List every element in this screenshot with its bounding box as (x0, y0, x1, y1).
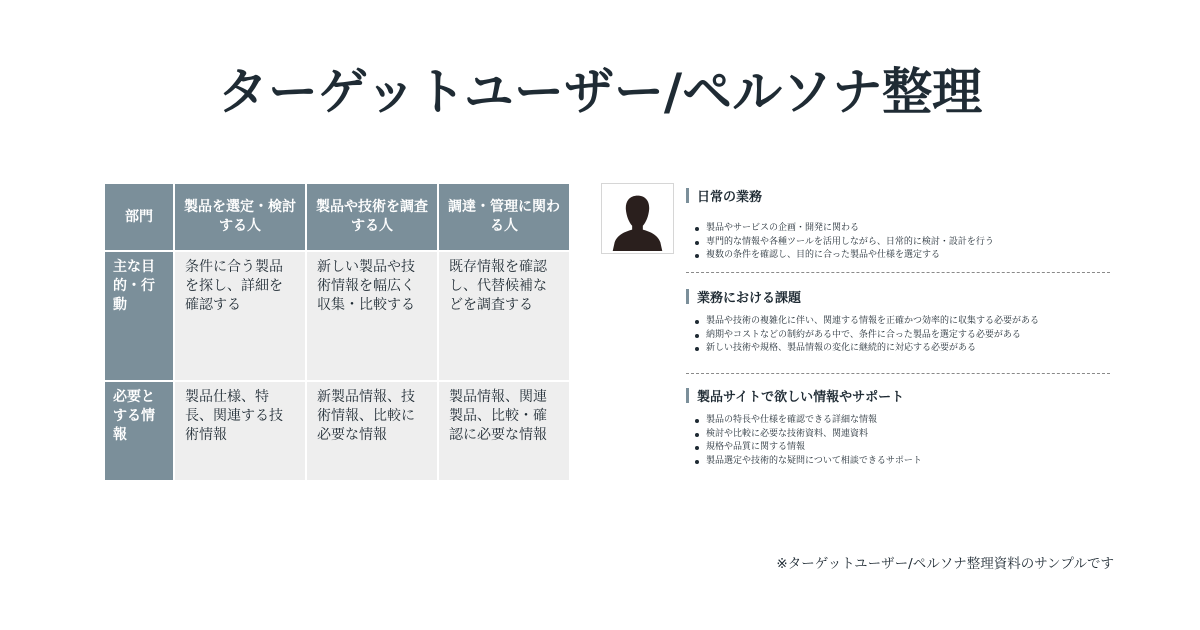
list-item: 検討や比較に必要な技術資料、関連資料 (694, 428, 1110, 442)
header-department: 部門 (104, 183, 174, 251)
header-selector-persona: 製品を選定・検討する人 (174, 183, 306, 251)
table-cell: 条件に合う製品を探し、詳細を確認する (174, 251, 306, 381)
table-row (104, 381, 570, 481)
desired-support-section (686, 386, 1110, 468)
section-heading-text: 業務における課題 (697, 290, 802, 306)
daily-work-section (686, 186, 1110, 263)
row-label-goals: 主な目的・行動 (104, 251, 174, 381)
table-cell: 製品仕様、特長、関連する技術情報 (174, 381, 306, 481)
table-cell: 新しい製品や技術情報を幅広く収集・比較する (306, 251, 438, 381)
list-item: 製品選定や技術的な疑問について相談できるサポート (694, 455, 1110, 469)
row-label-needs: 必要とする情報 (104, 381, 174, 481)
bullet-list (686, 222, 1110, 263)
list-item: 規格や品質に関する情報 (694, 441, 1110, 455)
section-heading-text: 製品サイトで欲しい情報やサポート (697, 389, 905, 405)
dashed-divider (686, 373, 1110, 374)
table-header-row (104, 183, 570, 251)
header-procurement-persona: 調達・管理に関わる人 (438, 183, 570, 251)
heading-accent-bar (686, 388, 689, 403)
table-row (104, 251, 570, 381)
header-researcher-persona: 製品や技術を調査する人 (306, 183, 438, 251)
section-heading (686, 386, 1110, 404)
work-issues-section (686, 287, 1110, 356)
list-item: 製品の特長や仕様を確認できる詳細な情報 (694, 414, 1110, 428)
list-item: 新しい技術や規格、製品情報の変化に継続的に対応する必要がある (694, 342, 1110, 356)
footnote: ※ターゲットユーザー/ペルソナ整理資料のサンプルです (776, 556, 1114, 572)
list-item: 製品や技術の複雑化に伴い、関連する情報を正確かつ効率的に収集する必要がある (694, 315, 1110, 329)
bullet-list (686, 315, 1110, 356)
list-item: 専門的な情報や各種ツールを活用しながら、日常的に検討・設計を行う (694, 236, 1110, 250)
dashed-divider (686, 272, 1110, 273)
list-item: 納期やコストなどの制約がある中で、条件に合った製品を選定する必要がある (694, 329, 1110, 343)
avatar (601, 183, 674, 254)
section-heading (686, 287, 1110, 305)
heading-accent-bar (686, 289, 689, 304)
list-item: 複数の条件を確認し、目的に合った製品や仕様を選定する (694, 249, 1110, 263)
person-silhouette-icon (602, 184, 673, 253)
table-cell: 製品情報、関連製品、比較・確認に必要な情報 (438, 381, 570, 481)
persona-table (103, 182, 571, 482)
table-cell: 新製品情報、技術情報、比較に必要な情報 (306, 381, 438, 481)
section-heading (686, 186, 1110, 204)
page-title: ターゲットユーザー/ペルソナ整理 (217, 63, 983, 121)
list-item: 製品やサービスの企画・開発に関わる (694, 222, 1110, 236)
heading-accent-bar (686, 188, 689, 203)
bullet-list (686, 414, 1110, 468)
section-heading-text: 日常の業務 (697, 189, 763, 205)
table-cell: 既存情報を確認し、代替候補などを調査する (438, 251, 570, 381)
